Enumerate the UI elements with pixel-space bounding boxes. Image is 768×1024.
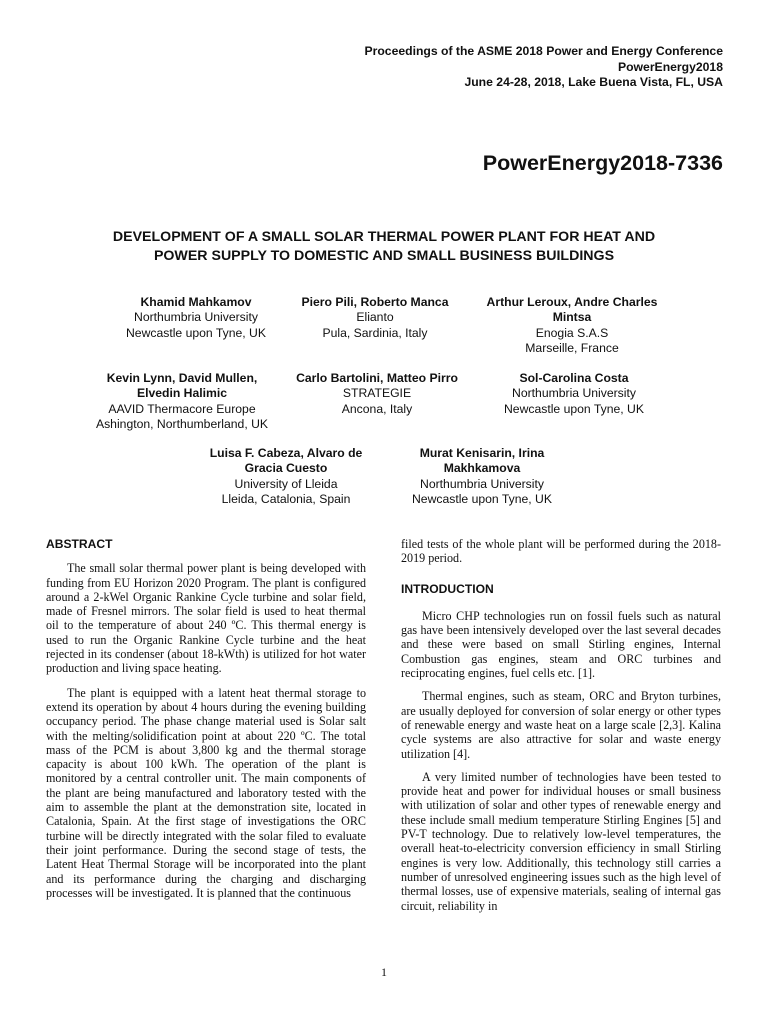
introduction-paragraph-3: A very limited number of technologies have been tested to provide heat and power for individual houses or small business with utilization of solar and other types of renewable energy and these include small medium temperature Stirling Engines [5] and PV-T technology. Due to relatively low-level temperatures, the overall heat-to-electricity conversion efficiency in small Stirling engines is very low. Additionally, this technology still carries a number of unresolved engineering issues such as the high level of thermal losses, use of expensive materials, sealing of internal gas circuit, reliability in [401,769,721,913]
page-number: 1 [381,965,387,979]
author-location: Newcastle upon Tyne, UK [125,325,266,340]
author-names: Murat Kenisarin, Irina [419,446,545,460]
abstract-paragraph-1: The small solar thermal power plant is being developed with funding from EU Horizon 2020 Program. The plant is configured around a 2-kWel Organic Rankine Cycle turbine and solar field, made of Fresnel mirrors. The solar field is used to heat thermal oil to the temperature of about 240 ºC. This thermal energy is used to run the Organic Rankine Cycle turbine and the heat rejected in its condenser (about 18-kWth) is utilized for hot water production and living space heating. [46,561,366,676]
author-block [176,446,396,507]
author-names: Luisa F. Cabeza, Alvaro de [209,446,363,460]
author-names: Kevin Lynn, David Mullen, [106,371,258,385]
author-affiliation: AAVID Thermacore Europe [108,401,256,416]
author-names-cont: Elvedin Halimic [136,386,228,401]
author-affiliation: Enogia S.A.S [535,325,609,340]
author-affiliation: Northumbria University [420,476,544,491]
author-block [462,295,682,356]
paper-title [60,228,708,266]
right-column [401,537,721,913]
conference-date-location: June 24-28, 2018, Lake Buena Vista, FL, USA [464,75,723,89]
author-location: Marseille, France [525,340,619,355]
introduction-heading: INTRODUCTION [401,581,494,596]
author-location: Ancona, Italy [341,401,413,416]
author-names-cont: Mintsa [552,310,592,325]
author-affiliation: Northumbria University [512,386,636,401]
author-location: Lleida, Catalonia, Spain [221,491,351,506]
author-location: Newcastle upon Tyne, UK [411,491,552,506]
author-names: Carlo Bartolini, Matteo Pirro [296,371,458,385]
conference-header [364,44,723,91]
abstract-heading: ABSTRACT [46,537,113,551]
left-column [46,537,366,900]
author-location: Ashington, Northumberland, UK [95,416,269,431]
proceedings-title: Proceedings of the ASME 2018 Power and Energy Conference [364,44,723,58]
title-line-1: DEVELOPMENT OF A SMALL SOLAR THERMAL POWER PLANT FOR HEAT AND [112,229,656,245]
author-block [72,371,292,432]
author-names: Arthur Leroux, Andre Charles [486,295,658,309]
paper-id: PowerEnergy2018-7336 [482,151,723,175]
author-affiliation: University of Lleida [234,476,338,491]
conference-name: PowerEnergy2018 [617,59,723,74]
author-block [464,371,684,417]
abstract-paragraph-2: The plant is equipped with a latent heat thermal storage to extend its operation by about 4 hours during the evening building occupancy period. The phase change material used is Solar salt with the melting/solidification point at about 220 ºC. The total mass of the PCM is about 3,800 kg and the thermal storage capacity is about 100 kWh. The operation of the plant is monitored by a central controller unit. The main components of the plant are being manufactured and laboratory tested with the aim to assemble the plant at the demonstration site, located in Catalonia, Spain. At the first stage of investigations the ORC turbine will be directly integrated with the solar filed to evaluate their joint performance. During the second stage of tests, the Latent Heat Thermal Storage will be incorporated into the plant and its performance during the charging and discharging processes will be investigated. It is planned that the continuous [46,685,366,900]
introduction-paragraph-1: Micro CHP technologies run on fossil fuels such as natural gas have been intensively developed over the last several decades and these were based on small Stirling engines, Internal Combustion gas engines, steam and ORC turbines and reciprocating engines, fuel cells etc. [1]. [401,608,721,681]
author-block [267,371,487,417]
author-affiliation: Northumbria University [134,310,258,325]
author-block [372,446,592,507]
author-names: Piero Pili, Roberto Manca [301,295,449,309]
abstract-continuation: filed tests of the whole plant will be performed during the 2018-2019 period. [401,537,721,566]
author-block [265,295,485,341]
author-names: Sol-Carolina Costa [519,371,629,385]
author-affiliation: STRATEGIE [342,386,412,401]
author-names: Khamid Mahkamov [140,295,252,309]
author-location: Newcastle upon Tyne, UK [503,401,644,416]
title-line-2: POWER SUPPLY TO DOMESTIC AND SMALL BUSINESS BUILDINGS [153,248,615,264]
author-names-cont: Gracia Cuesto [244,461,328,476]
author-location: Pula, Sardinia, Italy [322,325,428,340]
author-names-cont: Makhkamova [443,461,521,476]
author-affiliation: Elianto [356,310,394,325]
introduction-paragraph-2: Thermal engines, such as steam, ORC and Bryton turbines, are usually deployed for conversion of solar energy or other types of renewable energy and waste heat on a large scale [2,3]. Kalina cycle systems are also attractive for solar and waste energy utilization [4]. [401,689,721,761]
